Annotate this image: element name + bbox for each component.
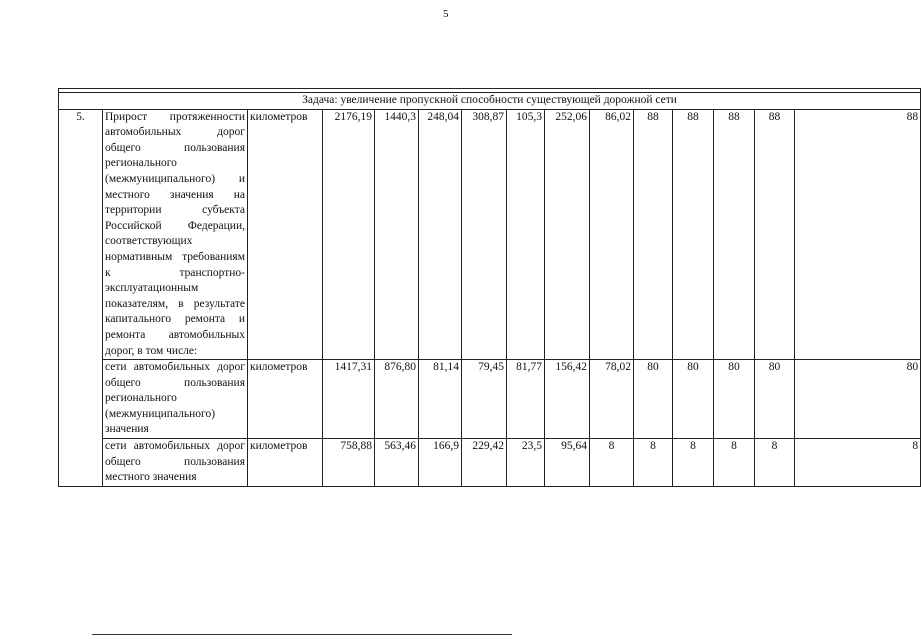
value-cell: 8 (755, 439, 795, 487)
value-cell: 8 (634, 439, 673, 487)
value-cell: 88 (795, 109, 921, 360)
value-cell: 23,5 (507, 439, 545, 487)
value-cell: 81,77 (507, 360, 545, 439)
value-cell: 80 (673, 360, 714, 439)
table-row (59, 360, 921, 439)
value-cell: 86,02 (590, 109, 634, 360)
value-cell: 876,80 (375, 360, 419, 439)
footer-line (92, 634, 512, 635)
value-cell: 166,9 (419, 439, 462, 487)
value-cell: 80 (755, 360, 795, 439)
value-cell: 80 (634, 360, 673, 439)
value-cell: 248,04 (419, 109, 462, 360)
row-unit: километров (248, 439, 323, 487)
value-cell: 95,64 (545, 439, 590, 487)
task-header: Задача: увеличение пропускной способности существующей дорожной сети (59, 93, 921, 110)
value-cell: 88 (714, 109, 755, 360)
value-cell: 563,46 (375, 439, 419, 487)
value-cell: 80 (714, 360, 755, 439)
row-description: сети автомобильных дорог общего пользования регионального (межмуниципального) значения (103, 360, 248, 439)
value-cell: 758,88 (323, 439, 375, 487)
value-cell: 252,06 (545, 109, 590, 360)
value-cell: 88 (755, 109, 795, 360)
value-cell: 105,3 (507, 109, 545, 360)
page-number: 5 (443, 8, 449, 20)
row-unit: километров (248, 109, 323, 360)
value-cell: 156,42 (545, 360, 590, 439)
value-cell: 8 (714, 439, 755, 487)
row-description: сети автомобильных дорог общего пользования местного значения (103, 439, 248, 487)
value-cell: 88 (673, 109, 714, 360)
value-cell: 1440,3 (375, 109, 419, 360)
task-header-row (59, 93, 921, 110)
value-cell: 88 (634, 109, 673, 360)
value-cell: 81,14 (419, 360, 462, 439)
row-description: Прирост протяженности автомобильных дорог общего пользования регионального (межмуниципального) и местного значения на территории субъекта Российской Федерации, соответствующих нормативным требованиям к транспортно-эксплуатационным показателям, в результате капитального ремонта и ремонта автомобильных дорог, в том числе: (103, 109, 248, 360)
value-cell: 8 (590, 439, 634, 487)
value-cell: 229,42 (462, 439, 507, 487)
value-cell: 79,45 (462, 360, 507, 439)
row-unit: километров (248, 360, 323, 439)
value-cell: 308,87 (462, 109, 507, 360)
value-cell: 80 (795, 360, 921, 439)
value-cell: 8 (795, 439, 921, 487)
value-cell: 78,02 (590, 360, 634, 439)
table-row (59, 439, 921, 487)
value-cell: 2176,19 (323, 109, 375, 360)
table-row (59, 109, 921, 360)
value-cell: 8 (673, 439, 714, 487)
value-cell: 1417,31 (323, 360, 375, 439)
row-number: 5. (59, 109, 103, 486)
indicators-table (58, 88, 921, 487)
